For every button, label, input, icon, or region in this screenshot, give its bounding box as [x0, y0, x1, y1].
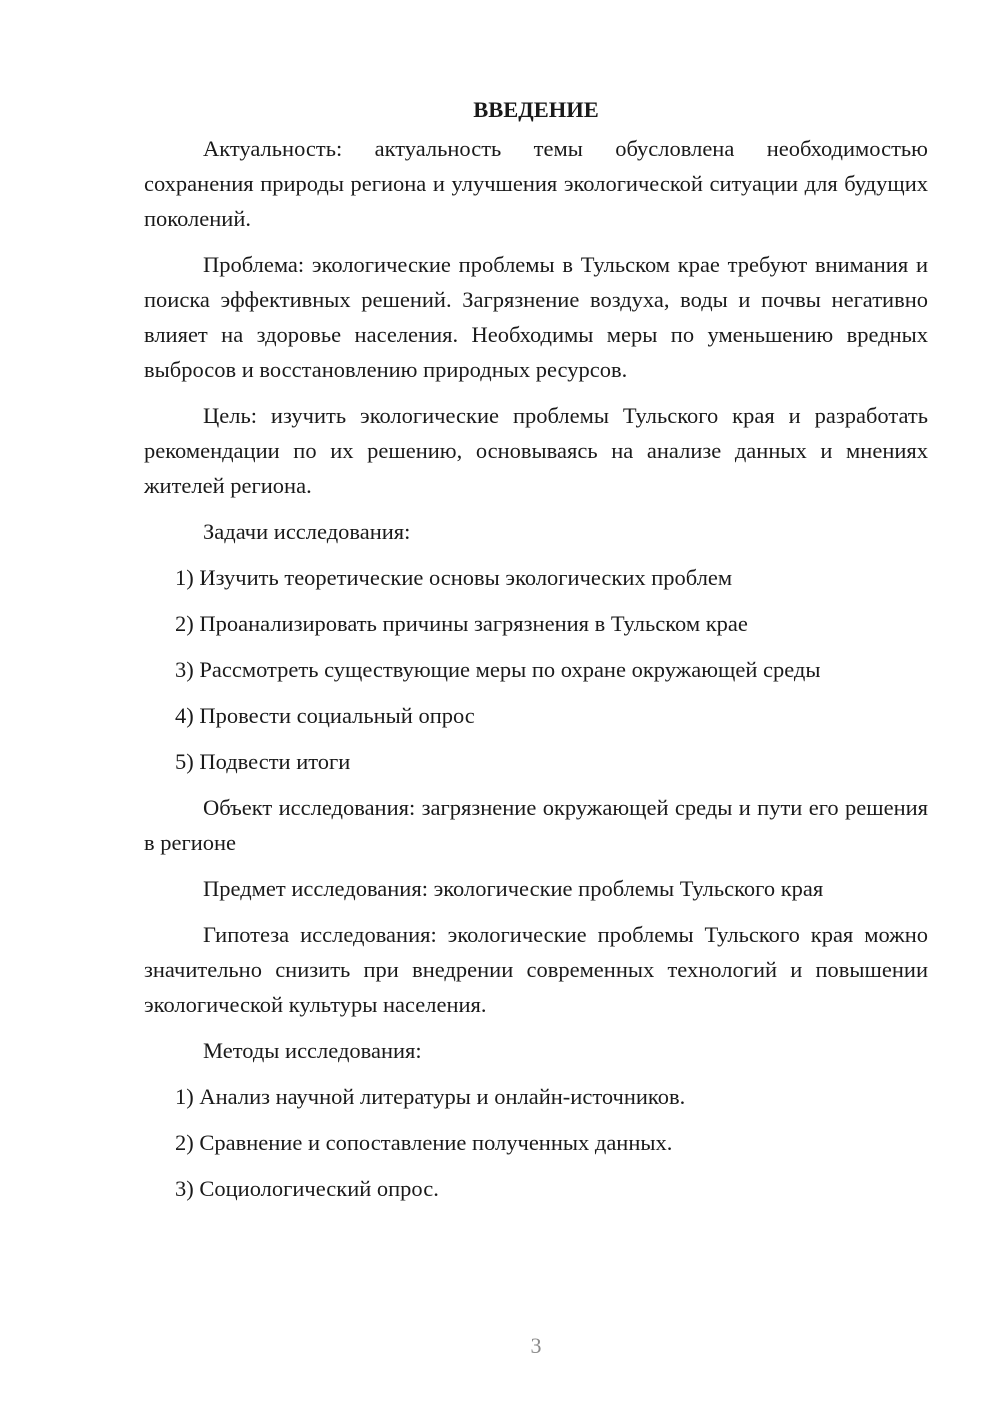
subject-paragraph: Предмет исследования: экологические проблемы Тульского края	[203, 876, 824, 901]
object-paragraph: Объект исследования: загрязнение окружающей среды и пути его решения в регионе	[144, 795, 928, 855]
task-item: 2) Проанализировать причины загрязнения в Тульском крае	[175, 611, 748, 636]
problem-paragraph: Проблема: экологические проблемы в Тульском крае требуют внимания и поиска эффективных решений. Загрязнение воздуха, воды и почвы негативно влияет на здоровье населения. Необходимы меры по уменьшению вредных выбросов и восстановлению природных ресурсов.	[144, 252, 928, 382]
method-item: 2) Сравнение и сопоставление полученных данных.	[175, 1130, 673, 1155]
task-item: 1) Изучить теоретические основы экологических проблем	[175, 565, 733, 590]
task-item: 3) Рассмотреть существующие меры по охране окружающей среды	[175, 657, 821, 682]
method-item: 1) Анализ научной литературы и онлайн-источников.	[175, 1084, 686, 1109]
tasks-title: Задачи исследования:	[203, 519, 411, 544]
page-content	[144, 92, 928, 1217]
task-item: 4) Провести социальный опрос	[175, 703, 475, 728]
methods-title: Методы исследования:	[203, 1038, 422, 1063]
method-item: 3) Социологический опрос.	[175, 1176, 439, 1201]
section-heading: ВВЕДЕНИЕ	[473, 97, 599, 122]
goal-paragraph: Цель: изучить экологические проблемы Тульского края и разработать рекомендации по их решению, основываясь на анализе данных и мнениях жителей региона.	[144, 403, 928, 498]
page-number: 3	[530, 1333, 542, 1358]
task-item: 5) Подвести итоги	[175, 749, 351, 774]
hypothesis-paragraph: Гипотеза исследования: экологические проблемы Тульского края можно значительно снизить при внедрении современных технологий и повышении экологической культуры населения.	[144, 922, 928, 1017]
relevance-paragraph: Актуальность: актуальность темы обусловлена необходимостью сохранения природы региона и улучшения экологической ситуации для будущих поколений.	[144, 136, 928, 231]
